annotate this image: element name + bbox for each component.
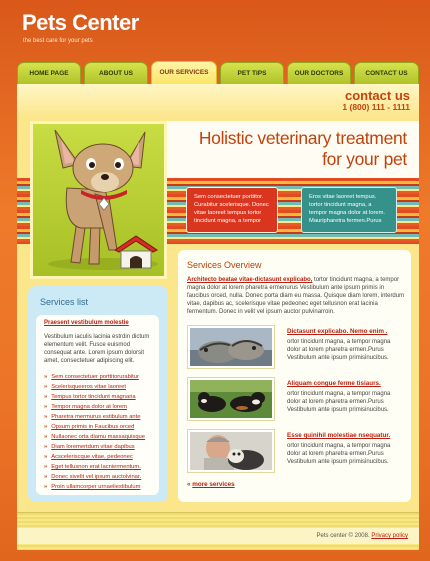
nav-tab-doctors[interactable]: OUR DOCTORS: [287, 62, 351, 84]
service-item-title[interactable]: Aliquam congue ferme tisiaurs.: [287, 380, 381, 387]
dogs-photo-icon: [188, 378, 274, 420]
man-with-cat-photo-icon: [188, 430, 274, 472]
site-tagline: the best care for your pets: [23, 38, 93, 44]
nav-tab-services[interactable]: OUR SERVICES: [151, 61, 217, 85]
overview-intro-link[interactable]: Architecto beatae vitae-dictasunt explicabo,: [187, 277, 313, 283]
services-link[interactable]: [44, 372, 156, 382]
hero-title-line2: for your pet: [322, 149, 407, 169]
services-link-label[interactable]: Proin ullamcorper urnaeliestibulum: [51, 484, 141, 490]
services-link-label[interactable]: Acsceleriscque vitae, pedeonec: [51, 454, 133, 460]
arrow-left-icon: «: [187, 481, 191, 488]
services-overview-text: [187, 276, 405, 316]
services-link[interactable]: [44, 402, 156, 412]
site-logo[interactable]: Pets Center: [22, 10, 139, 35]
services-link-list: [44, 372, 156, 492]
privacy-policy-link[interactable]: Privacy policy: [371, 533, 408, 539]
services-link-label[interactable]: Opsum primis in Faucibus orced: [51, 424, 135, 430]
hero-title-line1: Holistic veterinary treatment: [198, 128, 407, 148]
services-link[interactable]: [44, 452, 156, 462]
services-link[interactable]: [44, 392, 156, 402]
service-item-text: ortor tincidunt magna, a tempor magna dolor at lorem pharetra ermen.Purus Vestibulum ante ipsum primisinucibus.: [287, 391, 391, 413]
service-item-text: ortor tincidunt magna, a tempor magna dolor at lorem pharetra ermen.Purus Vestibulum ante ipsum primisinucibus.: [287, 443, 391, 465]
contact-phone: 1 (800) 111 - 1111: [342, 102, 410, 112]
services-link-label[interactable]: Eget tellusnon erat lacniermentum.: [51, 464, 141, 470]
kittens-photo-icon: [188, 326, 274, 368]
arrow-right-icon: »: [44, 484, 48, 490]
arrow-right-icon: »: [44, 404, 48, 410]
more-services-label[interactable]: more services: [192, 481, 235, 488]
services-overview-title: Services Overview: [187, 260, 262, 270]
arrow-right-icon: »: [44, 454, 48, 460]
services-list-heading[interactable]: Praesent vestibulum molestie: [44, 320, 129, 326]
service-item-title[interactable]: Dictasunt explicabo. Nemo enim .: [287, 328, 388, 335]
overview-intro-text: tortor tincidunt magna, a tempor magna dolor at lorem pharetra ermenurus Vestibulum ante ipsum primis in faucibus orced, nulla. Donec porta diam eu massa. Quisque diam lorem, interdum vitae, dapibus ac, scelerisque vitae pedeonec eget tellusnon erat lacinia fermentum. Donec in velit vel ipsum auctor pulvinarroin.: [187, 277, 405, 315]
arrow-right-icon: »: [44, 464, 48, 470]
arrow-right-icon: »: [44, 394, 48, 400]
arrow-right-icon: »: [44, 474, 48, 480]
copyright-text: Pets center © 2008.: [316, 533, 370, 539]
hero-image: [30, 121, 167, 279]
services-link-label[interactable]: Tempor magna dolor at lorem: [51, 404, 127, 410]
services-link-label[interactable]: Diam loremertdum vitae dapibus: [51, 444, 135, 450]
main-nav: [17, 62, 419, 84]
services-list-title: Services list: [40, 297, 89, 307]
more-services-link[interactable]: [187, 481, 235, 488]
services-link[interactable]: [44, 482, 156, 492]
services-link[interactable]: [44, 432, 156, 442]
services-link-label[interactable]: Sem consectetuer porttitorurabitur: [51, 374, 139, 380]
services-link[interactable]: [44, 382, 156, 392]
arrow-right-icon: »: [44, 434, 48, 440]
services-link-label[interactable]: Nullaonec orta diamu massaquisque: [51, 434, 146, 440]
arrow-right-icon: »: [44, 444, 48, 450]
stripe-band-left: [17, 178, 30, 244]
nav-tab-home[interactable]: HOME PAGE: [17, 62, 81, 84]
services-link[interactable]: [44, 412, 156, 422]
copyright: [317, 533, 408, 539]
services-link[interactable]: [44, 472, 156, 482]
arrow-right-icon: »: [44, 374, 48, 380]
services-link-label[interactable]: Pharetra mermurus estibulum ante: [51, 414, 141, 420]
arrow-right-icon: »: [44, 384, 48, 390]
service-item-title[interactable]: Esse quinihil molestiae nsequatur.: [287, 432, 391, 439]
hero-title: [175, 128, 407, 170]
services-link-label[interactable]: Tempus tortor tincidunt magnaria: [51, 394, 136, 400]
services-link-label[interactable]: Scelerisqueeros vitae laoreet: [51, 384, 126, 390]
arrow-right-icon: »: [44, 424, 48, 430]
service-item-text: ortor tincidunt magna, a tempor magna dolor at lorem pharetra ermen.Purus Vestibulum ante ipsum primisinucibus.: [287, 339, 391, 361]
promo-box-teal: Eros vitae laoreet tempus. tortor tincidunt magna, a tempor magna dolor at lorem. Mauripharetra fermen.Purus: [301, 187, 397, 233]
promo-box-red: Sem consectetuer porttitor. Curabitur scelerisque. Donec vitae laoreet tempus tortor tincidunt magna, a tempor: [186, 187, 278, 233]
services-link[interactable]: [44, 422, 156, 432]
services-link[interactable]: [44, 442, 156, 452]
nav-tab-about[interactable]: ABOUT US: [84, 62, 148, 84]
services-link-label[interactable]: Donec sivelit vel ipsum auctolvinar.: [51, 474, 142, 480]
arrow-right-icon: »: [44, 414, 48, 420]
contact-title: contact us: [344, 88, 410, 103]
services-list-description: Vestibulum iaculis lacinia estrdin dictum elementum velit. Fusce euismod consequat ante. Lorem ipsum dolorsit amet, consectetuer adipiscing elit.: [44, 334, 150, 364]
nav-tab-pet-tips[interactable]: PET TIPS: [220, 62, 284, 84]
services-link[interactable]: [44, 462, 156, 472]
doghouse-illustration-icon: [111, 234, 161, 270]
nav-tab-contact[interactable]: CONTACT US: [354, 62, 419, 84]
